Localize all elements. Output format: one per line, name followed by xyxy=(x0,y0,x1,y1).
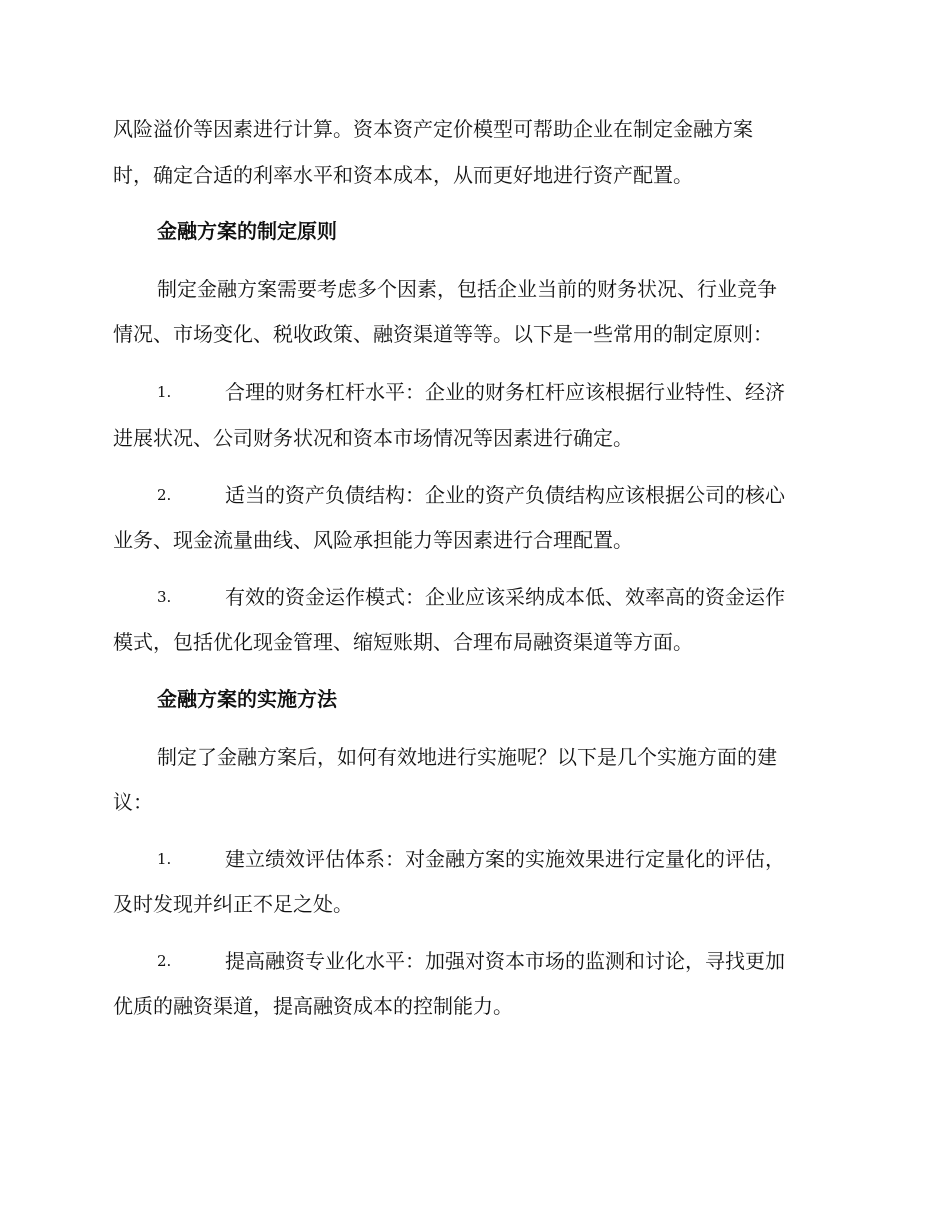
list-item-text: 合理的财务杠杆水平：企业的财务杠杆应该根据行业特性、经济 xyxy=(225,380,785,404)
principles-intro-line-2: 情况、市场变化、税收政策、融资渠道等等。以下是一些常用的制定原则： xyxy=(113,322,773,346)
list-number: 2. xyxy=(157,486,172,504)
list-number: 1. xyxy=(157,850,172,868)
list-item-continuation: 进展状况、公司财务状况和资本市场情况等因素进行确定。 xyxy=(113,426,633,450)
principles-intro-line-1: 制定金融方案需要考虑多个因素，包括企业当前的财务状况、行业竞争 xyxy=(157,277,777,301)
implementation-intro-line-2: 议： xyxy=(113,790,153,814)
list-item-text: 建立绩效评估体系：对金融方案的实施效果进行定量化的评估， xyxy=(225,847,785,871)
list-item-text: 有效的资金运作模式：企业应该采纳成本低、效率高的资金运作 xyxy=(225,585,785,609)
section-heading-implementation: 金融方案的实施方法 xyxy=(157,687,337,711)
list-item-continuation: 模式，包括优化现金管理、缩短账期、合理布局融资渠道等方面。 xyxy=(113,630,693,654)
list-number: 1. xyxy=(157,383,172,401)
list-number: 3. xyxy=(157,588,172,606)
intro-line-2: 时，确定合适的利率水平和资本成本，从而更好地进行资产配置。 xyxy=(113,163,693,187)
list-item-continuation: 及时发现并纠正不足之处。 xyxy=(113,892,353,916)
list-item-continuation: 业务、现金流量曲线、风险承担能力等因素进行合理配置。 xyxy=(113,528,633,552)
list-item-continuation: 优质的融资渠道，提高融资成本的控制能力。 xyxy=(113,994,513,1018)
intro-line-1: 风险溢价等因素进行计算。资本资产定价模型可帮助企业在制定金融方案 xyxy=(113,117,753,141)
list-number: 2. xyxy=(157,952,172,970)
section-heading-principles: 金融方案的制定原则 xyxy=(157,219,337,243)
list-item-text: 提高融资专业化水平：加强对资本市场的监测和讨论，寻找更加 xyxy=(225,949,785,973)
list-item-text: 适当的资产负债结构：企业的资产负债结构应该根据公司的核心 xyxy=(225,483,785,507)
implementation-intro-line-1: 制定了金融方案后，如何有效地进行实施呢？以下是几个实施方面的建 xyxy=(157,745,777,769)
